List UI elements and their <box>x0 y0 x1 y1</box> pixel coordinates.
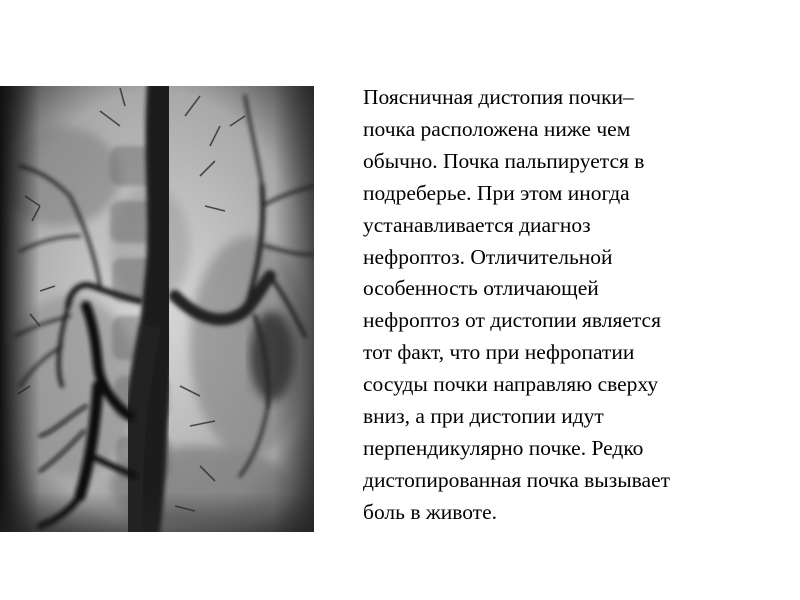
text-line: перпендикулярно почке. Редко <box>363 435 644 460</box>
angiogram-xray-icon <box>0 86 314 532</box>
text-line: почка расположена ниже чем <box>363 116 631 141</box>
text-line: нефроптоз. Отличительной <box>363 244 613 269</box>
text-line: боль в животе. <box>363 499 497 524</box>
text-line: особенность отличающей <box>363 276 599 301</box>
text-line: тот факт, что при нефропатии <box>363 340 635 365</box>
text-line: вниз, а при дистопии идут <box>363 404 604 429</box>
text-line: нефроптоз от дистопии является <box>363 308 661 333</box>
description-text <box>363 82 783 529</box>
text-line: устанавливается диагноз <box>363 212 591 237</box>
text-line: обычно. Почка пальпируется в <box>363 148 645 173</box>
text-line: сосуды почки направляю сверху <box>363 372 659 397</box>
text-line: дистопированная почка вызывает <box>363 467 671 492</box>
text-line: Поясничная дистопия почки– <box>363 85 634 109</box>
text-line: подреберье. При этом иногда <box>363 180 630 205</box>
renal-angiogram-image <box>0 86 314 532</box>
